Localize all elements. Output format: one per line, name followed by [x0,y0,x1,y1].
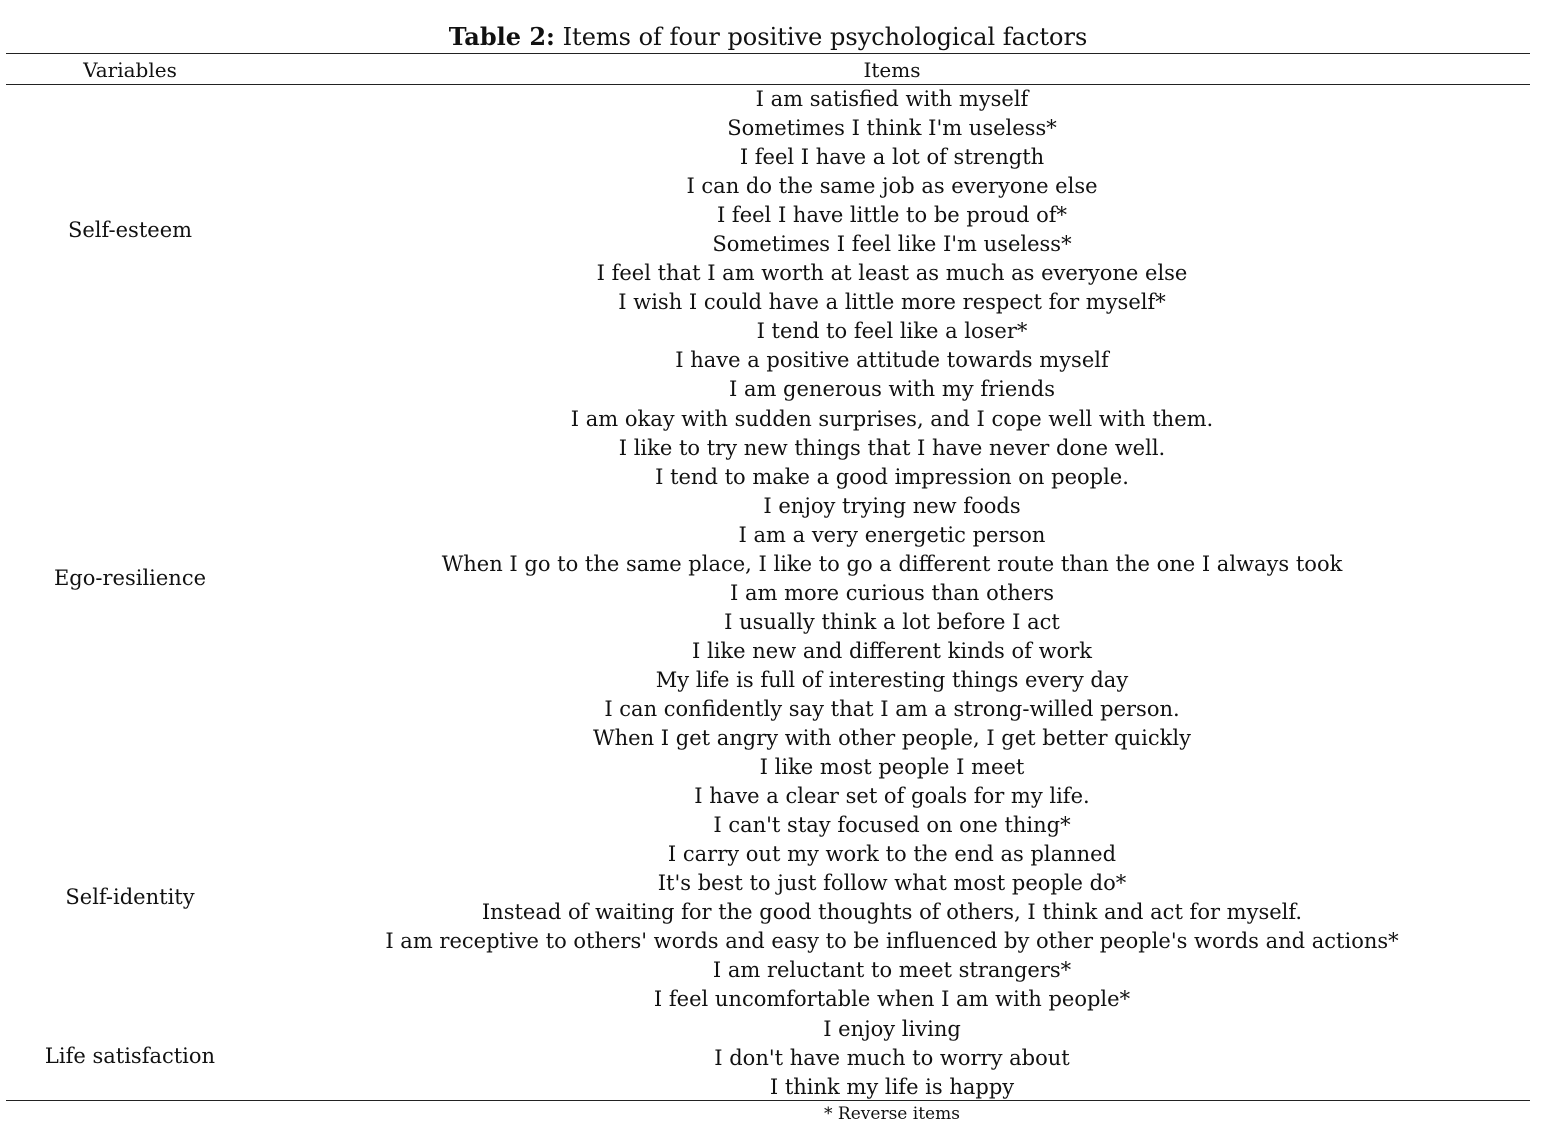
item-self-esteem-6: Sometimes I feel like I'm useless* [712,232,1072,257]
item-ego-resilience-14: I like most people I meet [759,755,1025,780]
item-self-identity-3: I carry out my work to the end as planned [667,842,1117,867]
item-ego-resilience-7: When I go to the same place, I like to go a different route than the one I always took [441,551,1343,576]
item-ego-resilience-2: I am okay with sudden surprises, and I cope well with them. [570,406,1214,431]
item-life-satisfaction-1: I enjoy living [823,1016,961,1041]
item-ego-resilience-1: I am generous with my friends [728,377,1056,402]
item-ego-resilience-9: I usually think a lot before I act [724,609,1060,634]
items-list [254,85,1530,1102]
table-footnote: * Reverse items [824,1104,960,1124]
column-header-items: Items [863,58,921,82]
variable-ego-resilience: Ego-resilience [53,566,207,590]
variable-life-satisfaction: Life satisfaction [44,1044,216,1068]
table-caption [0,20,1536,54]
item-ego-resilience-8: I am more curious than others [730,580,1054,605]
item-self-identity-2: I can't stay focused on one thing* [713,813,1071,838]
item-self-identity-1: I have a clear set of goals for my life. [694,784,1090,809]
item-ego-resilience-12: I can confidently say that I am a strong-willed person. [604,696,1180,721]
item-self-esteem-2: Sometimes I think I'm useless* [727,116,1057,141]
item-life-satisfaction-3: I think my life is happy [769,1074,1015,1099]
variable-self-esteem: Self-esteem [67,218,193,242]
item-ego-resilience-4: I tend to make a good impression on people. [655,464,1129,489]
item-ego-resilience-11: My life is full of interesting things every day [655,667,1129,692]
item-ego-resilience-3: I like to try new things that I have never done well. [618,435,1166,460]
item-ego-resilience-5: I enjoy trying new foods [763,493,1021,518]
item-ego-resilience-6: I am a very energetic person [738,522,1046,547]
item-self-esteem-8: I wish I could have a little more respect for myself* [618,290,1166,315]
item-self-esteem-10: I have a positive attitude towards myself [675,348,1109,373]
item-ego-resilience-13: When I get angry with other people, I get better quickly [593,726,1191,751]
item-self-esteem-9: I tend to feel like a loser* [756,319,1028,344]
item-self-esteem-1: I am satisfied with myself [755,87,1029,111]
table-bottom-rule [6,1100,1530,1101]
column-header-variables: Variables [83,58,177,82]
item-life-satisfaction-2: I don't have much to worry about [714,1045,1070,1070]
item-self-esteem-7: I feel that I am worth at least as much as everyone else [596,261,1188,286]
item-self-identity-8: I feel uncomfortable when I am with people* [653,987,1131,1012]
item-self-esteem-5: I feel I have little to be proud of* [716,203,1068,228]
variable-self-identity: Self-identity [65,885,195,909]
table-top-rule [6,53,1530,54]
item-ego-resilience-10: I like new and different kinds of work [692,638,1092,663]
table-caption-label: Table 2: [448,22,555,51]
item-self-identity-7: I am reluctant to meet strangers* [712,958,1072,983]
table-caption-text: Items of four positive psychological factors [562,23,1088,51]
item-self-esteem-3: I feel I have a lot of strength [739,145,1045,170]
item-self-identity-5: Instead of waiting for the good thoughts of others, I think and act for myself. [481,900,1303,925]
item-self-esteem-4: I can do the same job as everyone else [686,174,1098,199]
item-self-identity-4: It's best to just follow what most people do* [657,871,1127,896]
item-self-identity-6: I am receptive to others' words and easy to be influenced by other people's words and actions* [385,929,1399,954]
